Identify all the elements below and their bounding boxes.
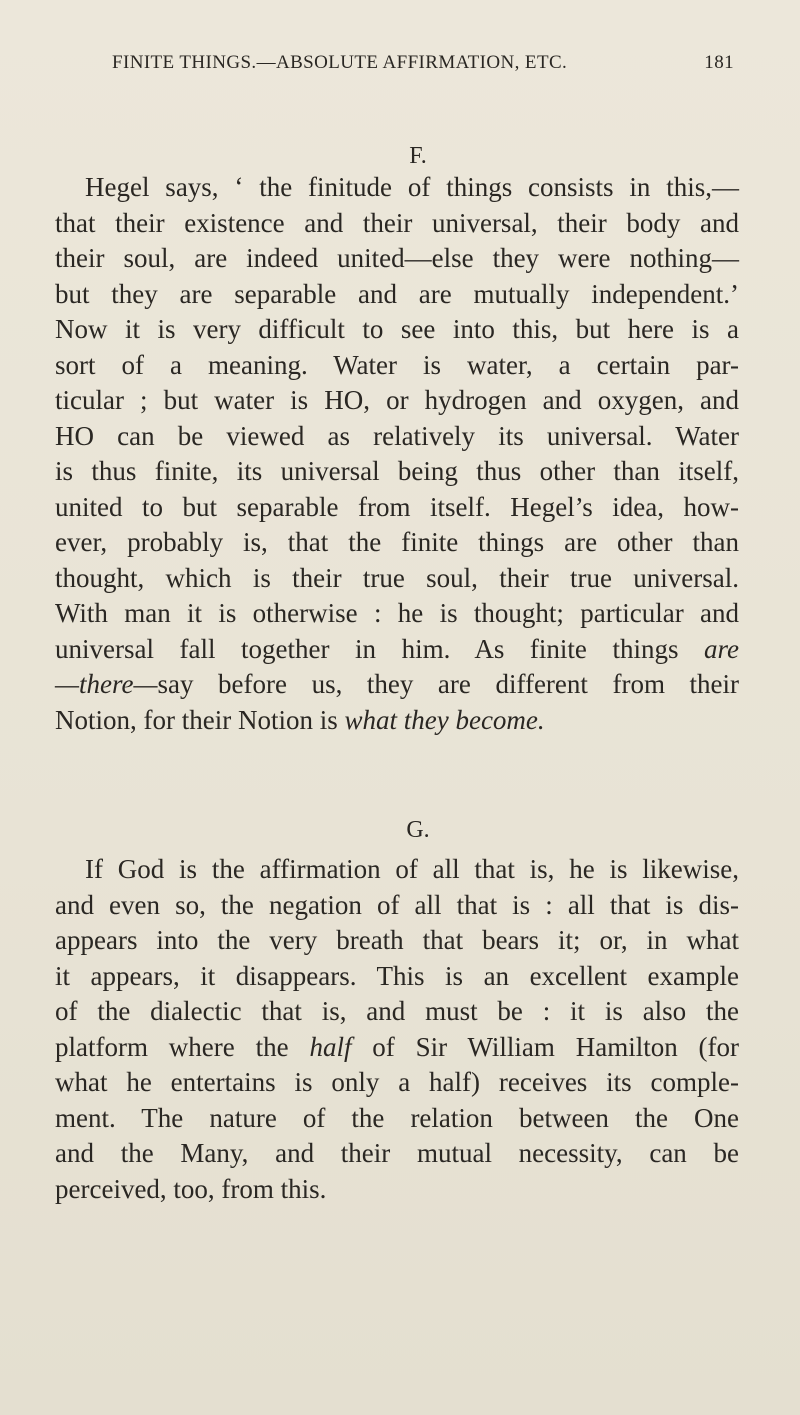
text-line: but they are separable and are mutually independent.’ (55, 278, 739, 309)
text-line (55, 632, 739, 668)
text-segment: say before us, they are different from their (157, 669, 739, 699)
text-line: If God is the affirmation of all that is, he is likewise, (85, 854, 739, 884)
text-line (55, 1030, 739, 1066)
text-line: perceived, too, from this. (55, 1173, 327, 1204)
italic-text: —there— (55, 669, 158, 699)
text-line: HO can be viewed as relatively its universal. Water (55, 420, 739, 451)
running-title: FINITE THINGS.—ABSOLUTE AFFIRMATION, ETC. (112, 52, 568, 73)
text-line: and even so, the negation of all that is : all that is dis- (55, 889, 739, 920)
text-segment: platform where the (55, 1031, 289, 1062)
text-line: thought, which is their true soul, their true universal. (55, 562, 739, 593)
text-line (55, 667, 739, 703)
text-line: sort of a meaning. Water is water, a certain par- (55, 349, 739, 380)
text-line: ment. The nature of the relation between the One (55, 1102, 739, 1133)
text-segment: Notion, for their Notion is (55, 704, 338, 735)
text-line: what he entertains is only a half) receives its comple- (55, 1067, 739, 1097)
text-line: is thus finite, its universal being thus other than itself, (55, 456, 739, 486)
text-line: and the Many, and their mutual necessity, can be (55, 1138, 739, 1168)
text-line: it appears, it disappears. This is an excellent example (55, 960, 739, 991)
text-line: appears into the very breath that bears it; or, in what (55, 925, 739, 955)
text-segment: of Sir William Hamilton (for (372, 1031, 740, 1062)
text-line: Now it is very difficult to see into this, but here is a (55, 314, 739, 344)
text-line: their soul, are indeed united—else they were nothing— (55, 243, 739, 273)
text-line: Hegel says, ‘ the finitude of things consists in this,— (85, 172, 739, 202)
text-line: With man it is otherwise : he is thought; particular and (55, 598, 739, 628)
page-number: 181 (704, 52, 734, 73)
paragraph-f (55, 170, 739, 738)
italic-text: what they become. (344, 704, 545, 735)
italic-text: half (309, 1031, 352, 1062)
text-line: that their existence and their universal, their body and (55, 207, 739, 238)
running-head (112, 52, 734, 82)
text-line: ever, probably is, that the finite things are other than (55, 527, 739, 557)
paragraph-g (55, 852, 739, 1207)
section-heading-f: F. (409, 143, 427, 169)
text-segment: universal fall together in him. As finite things (55, 633, 679, 664)
italic-text: are (704, 633, 740, 664)
text-line (55, 703, 739, 739)
text-line: united to but separable from itself. Hegel’s idea, how- (55, 491, 739, 522)
text-line: ticular ; but water is HO, or hydrogen and oxygen, and (55, 385, 739, 415)
section-heading-g: G. (406, 817, 430, 843)
text-line: of the dialectic that is, and must be : it is also the (55, 996, 739, 1026)
